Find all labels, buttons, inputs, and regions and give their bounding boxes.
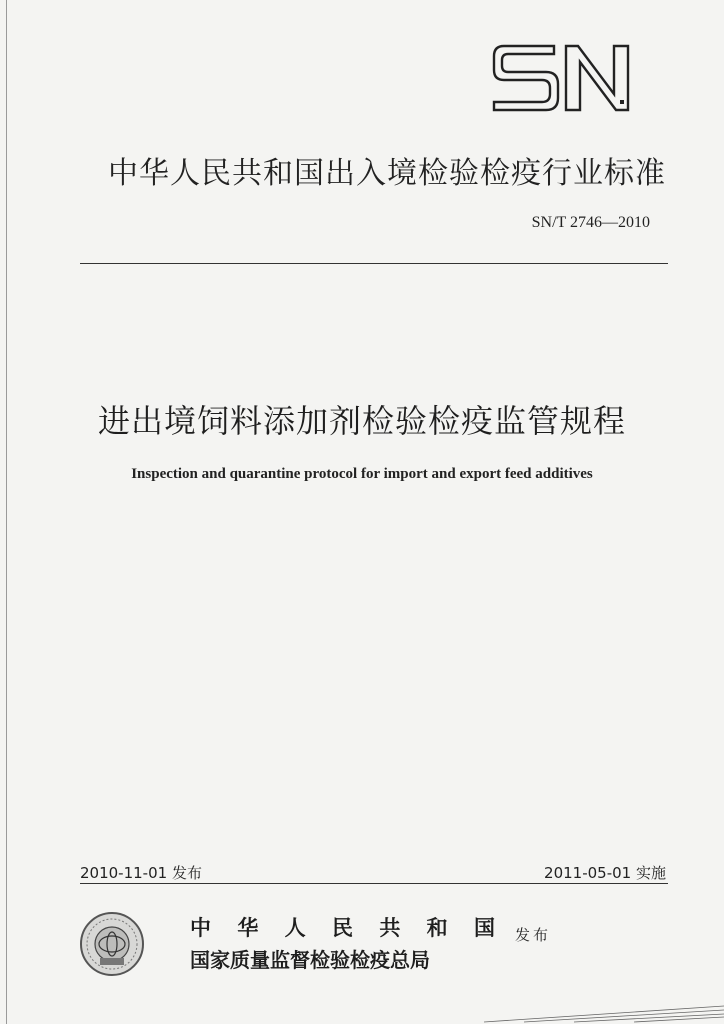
issuer-char: 和	[426, 915, 448, 940]
issuer-agency: 国家质量监督检验检疫总局	[190, 948, 430, 972]
issuer-char: 华	[237, 915, 259, 940]
document-title-chinese: 进出境饲料添加剂检验检疫监管规程	[97, 402, 626, 440]
issuer-char: 人	[284, 915, 306, 940]
official-seal-icon	[78, 910, 146, 978]
issuer-char: 共	[379, 915, 401, 940]
issuer-char: 国	[473, 915, 495, 940]
issuer-block	[190, 912, 510, 973]
header-divider	[80, 263, 668, 264]
issuer-char: 民	[331, 915, 353, 940]
issuer-char: 中	[190, 915, 211, 940]
sn-logo-icon	[490, 40, 634, 114]
document-title-english: Inspection and quarantine protocol for import and export feed additives	[131, 466, 593, 482]
footer-divider	[80, 883, 668, 884]
standard-category: 中华人民共和国出入境检验检疫行业标准	[108, 156, 666, 191]
implementation-date: 2011-05-01 实施	[544, 864, 666, 882]
standard-number: SN/T 2746—2010	[531, 214, 650, 231]
scan-artifact-lines	[484, 984, 724, 1024]
issue-date: 2010-11-01 发布	[80, 864, 202, 882]
publish-label: 发布	[515, 926, 552, 944]
issuer-country	[190, 912, 495, 942]
